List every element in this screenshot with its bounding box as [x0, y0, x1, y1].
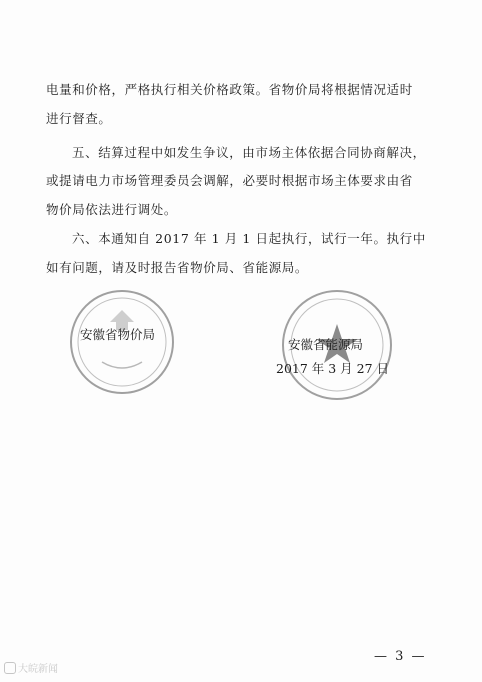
- watermark-logo-icon: [4, 662, 16, 674]
- watermark-text: 大皖新闻: [18, 664, 58, 675]
- body-line: 物价局依法进行调处。: [46, 202, 178, 217]
- body-line: 如有问题，请及时报告省物价局、省能源局。: [46, 260, 309, 275]
- body-line: 进行督查。: [46, 111, 112, 126]
- seal-ring-left: [72, 292, 176, 396]
- seal-right-label: 安徽省能源局: [288, 337, 364, 352]
- watermark: [4, 660, 58, 675]
- seal-left-label: 安徽省物价局: [80, 327, 156, 342]
- body-line: 电量和价格，严格执行相关价格政策。省物价局将根据情况适时: [46, 82, 413, 97]
- page-number: — 3 —: [374, 649, 427, 664]
- body-line: 五、结算过程中如发生争议，由市场主体依据合同协商解决，: [72, 145, 426, 160]
- body-line: 或提请电力市场管理委员会调解，必要时根据市场主体要求由省: [46, 173, 413, 188]
- body-line: 六、本通知自 2017 年 1 月 1 日起执行，试行一年。执行中: [72, 231, 426, 246]
- issue-date: 2017 年 3 月 27 日: [276, 361, 390, 376]
